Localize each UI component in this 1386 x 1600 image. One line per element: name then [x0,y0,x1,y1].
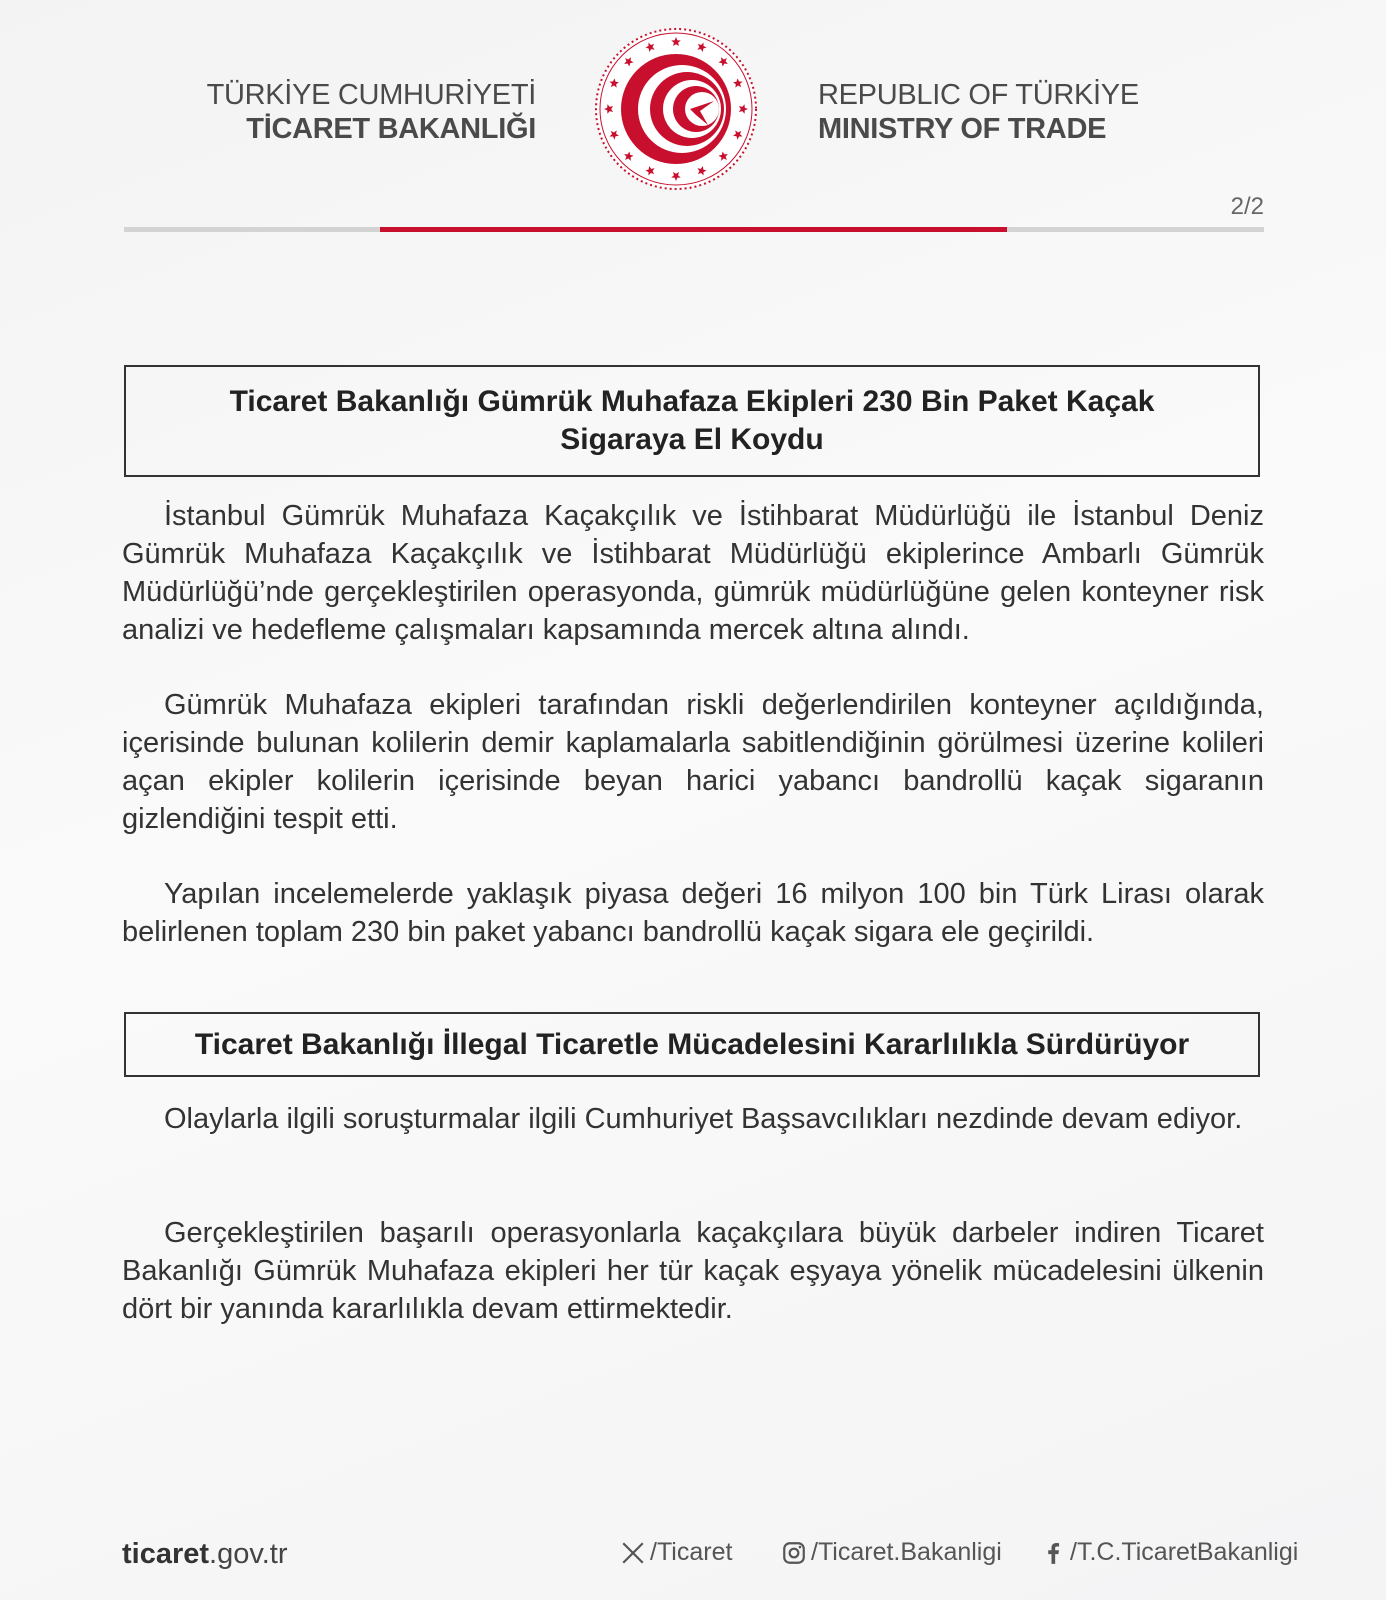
instagram-link[interactable] [781,1538,1002,1567]
instagram-handle: /Ticaret.Bakanligi [811,1538,1002,1566]
header-left [200,78,536,146]
x-link[interactable] [620,1538,732,1567]
website-domain: .gov.tr [209,1538,288,1570]
section1-paragraph-3: Yapılan incelemelerde yaklaşık piyasa değeri 16 milyon 100 bin Türk Lirası olarak belirlenen toplam 230 bin paket yabancı bandrollü kaçak sigara ele geçirildi. [122,878,1264,948]
facebook-icon [1040,1540,1066,1566]
x-handle: /Ticaret [650,1538,733,1566]
section1-title-box [124,365,1260,477]
section2-paragraph-1: Olaylarla ilgili soruşturmalar ilgili Cumhuriyet Başsavcılıkları nezdinde devam ediyor. [164,1103,1243,1135]
header-right [818,78,1178,146]
section1-title: Ticaret Bakanlığı Gümrük Muhafaza Ekipleri 230 Bin Paket Kaçak Sigaraya El Koydu [229,385,1155,456]
section1-paragraph-2: Gümrük Muhafaza ekipleri tarafından riskli değerlendirilen konteyner açıldığında, içerisinde bulunan kolilerin demir kaplamalarla sabitlendiğinin görülmesi üzerine kolileri açan ekipler kolilerin içerisinde beyan harici yabancı bandrollü kaçak sigaranın gizlendiğini tespit etti. [122,689,1264,835]
header-en-line1: REPUBLIC OF TÜRKİYE [818,79,1139,111]
website-bold: ticaret [122,1538,210,1570]
header-en-line2: MINISTRY OF TRADE [818,113,1107,145]
section1-paragraph-1: İstanbul Gümrük Muhafaza Kaçakçılık ve İstihbarat Müdürlüğü ile İstanbul Deniz Gümrük Muhafaza Kaçakçılık ve İstihbarat Müdürlüğü ekiplerince Ambarlı Gümrük Müdürlüğü’nde gerçekleştirilen operasyonda, gümrük müdürlüğüne gelen konteyner risk analizi ve hedefleme çalışmaları kapsamında mercek altına alındı. [122,500,1264,646]
header-divider-accent [380,227,1007,232]
instagram-icon [781,1540,807,1566]
facebook-link[interactable] [1040,1538,1298,1567]
header-tr-line1: TÜRKİYE CUMHURİYETİ [206,79,536,111]
header-tr-line2: TİCARET BAKANLIĞI [246,113,536,145]
section2-title-box [124,1012,1260,1077]
page-number: 2/2 [1230,193,1264,220]
x-icon [620,1540,646,1566]
website-link[interactable] [122,1538,287,1571]
facebook-handle: /T.C.TicaretBakanligi [1070,1538,1299,1566]
section2-title: Ticaret Bakanlığı İllegal Ticaretle Mücadelesini Kararlılıkla Sürdürüyor [194,1027,1190,1061]
ministry-emblem-icon [592,25,760,193]
section2-paragraph-2: Gerçekleştirilen başarılı operasyonlarla kaçakçılara büyük darbeler indiren Ticaret Bakanlığı Gümrük Muhafaza ekipleri her tür kaçak eşyaya yönelik mücadelesini ülkenin dört bir yanında kararlılıkla devam ettirmektedir. [122,1217,1264,1325]
